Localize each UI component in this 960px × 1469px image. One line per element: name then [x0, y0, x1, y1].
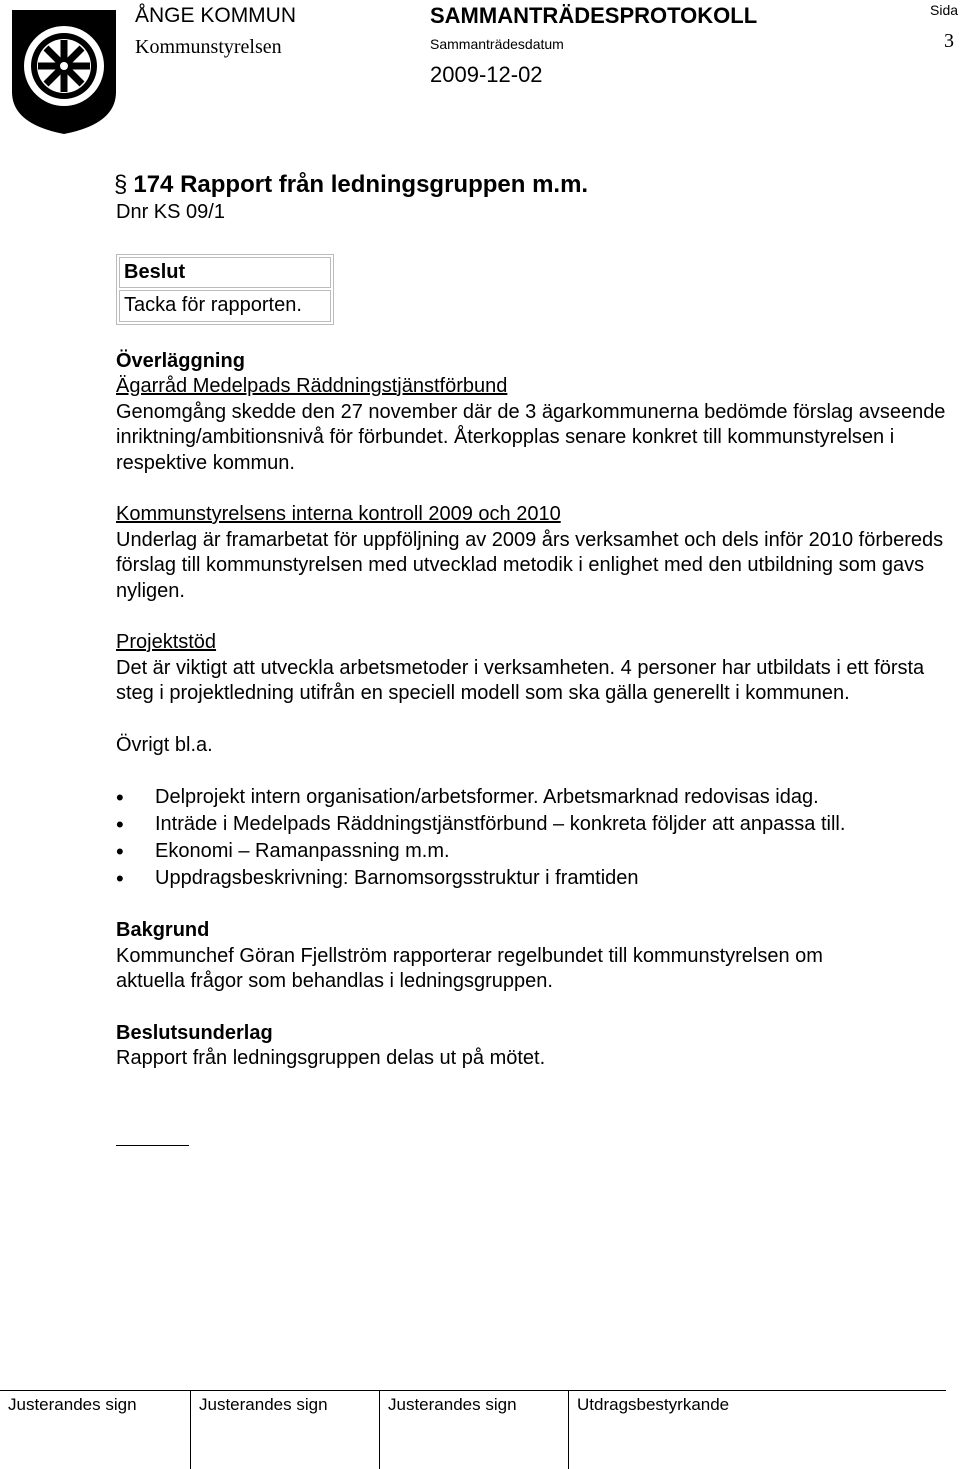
sub3-heading: Projektstöd	[116, 631, 217, 653]
basis-text: Rapport från ledningsgruppen delas ut på mötet.	[116, 1047, 546, 1069]
municipality-name: ÅNGE KOMMUN	[135, 4, 297, 27]
signature-cell-1: Justerandes sign	[8, 1395, 137, 1414]
municipality-logo-icon	[8, 6, 120, 138]
basis-heading: Beslutsunderlag	[116, 1021, 273, 1044]
sub2-text: Underlag är framarbetat för uppföljning av 2009 års verksamhet och dels inför 2010 förbereds förslag till kommunstyrelsen med utvecklad metodik i enlighet med den utbildning som gavs nyligen.	[116, 528, 944, 602]
decision-text: Tacka för rapporten.	[119, 290, 331, 322]
list-item: • Uppdragsbeskrivning: Barnomsorgsstruktur i framtiden	[116, 865, 946, 892]
sub1-heading: Ägarråd Medelpads Räddningstjänstförbund	[116, 375, 508, 397]
discussion-heading: Överläggning	[116, 349, 245, 372]
sub2-heading: Kommunstyrelsens interna kontroll 2009 och 2010	[116, 503, 561, 525]
end-divider	[116, 1145, 189, 1146]
paragraph-sign: §	[114, 171, 128, 198]
sub1-text: Genomgång skedde den 27 november där de 3 ägarkommunerna bedömde förslag avseende inriktning/ambitionsnivå för förbundet. Återkopplas senare konkret till kommunstyrelsen i respektive kommun.	[116, 400, 946, 474]
list-item: • Inträde i Medelpads Räddningstjänstförbund – konkreta följder att anpassa till.	[116, 811, 946, 838]
meeting-date: 2009-12-02	[430, 62, 543, 87]
background-text: Kommunchef Göran Fjellström rapporterar regelbundet till kommunstyrelsen om aktuella frågor som behandlas i ledningsgruppen.	[116, 944, 823, 992]
decision-box	[116, 254, 334, 325]
list-item: • Delprojekt intern organisation/arbetsformer. Arbetsmarknad redovisas idag.	[116, 784, 946, 811]
list-item: • Ekonomi – Ramanpassning m.m.	[116, 838, 946, 865]
sub3-text: Det är viktigt att utveckla arbetsmetoder i verksamheten. 4 personer har utbildats i ett första steg i projektledning utifrån en speciell modell som ska gälla generellt i kommunen.	[116, 656, 925, 704]
certification-cell: Utdragsbestyrkande	[568, 1391, 946, 1469]
decision-heading: Beslut	[119, 257, 331, 289]
signature-cell-2: Justerandes sign	[190, 1391, 379, 1469]
municipal-body: Kommunstyrelsen	[135, 36, 282, 58]
document-body	[116, 170, 946, 1072]
background-heading: Bakgrund	[116, 919, 210, 941]
diary-number: Dnr KS 09/1	[116, 201, 225, 223]
section-heading	[116, 170, 946, 200]
signature-cell-3: Justerandes sign	[379, 1391, 568, 1469]
page-number: 3	[944, 30, 954, 52]
section-title: 174 Rapport från ledningsgruppen m.m.	[133, 171, 589, 198]
page-label: Sida	[930, 2, 959, 18]
signature-table	[0, 1390, 946, 1469]
meeting-date-label: Sammanträdesdatum	[430, 36, 564, 52]
other-heading: Övrigt bl.a.	[116, 733, 213, 756]
protocol-title: SAMMANTRÄDESPROTOKOLL	[430, 3, 758, 28]
other-list	[116, 784, 946, 892]
